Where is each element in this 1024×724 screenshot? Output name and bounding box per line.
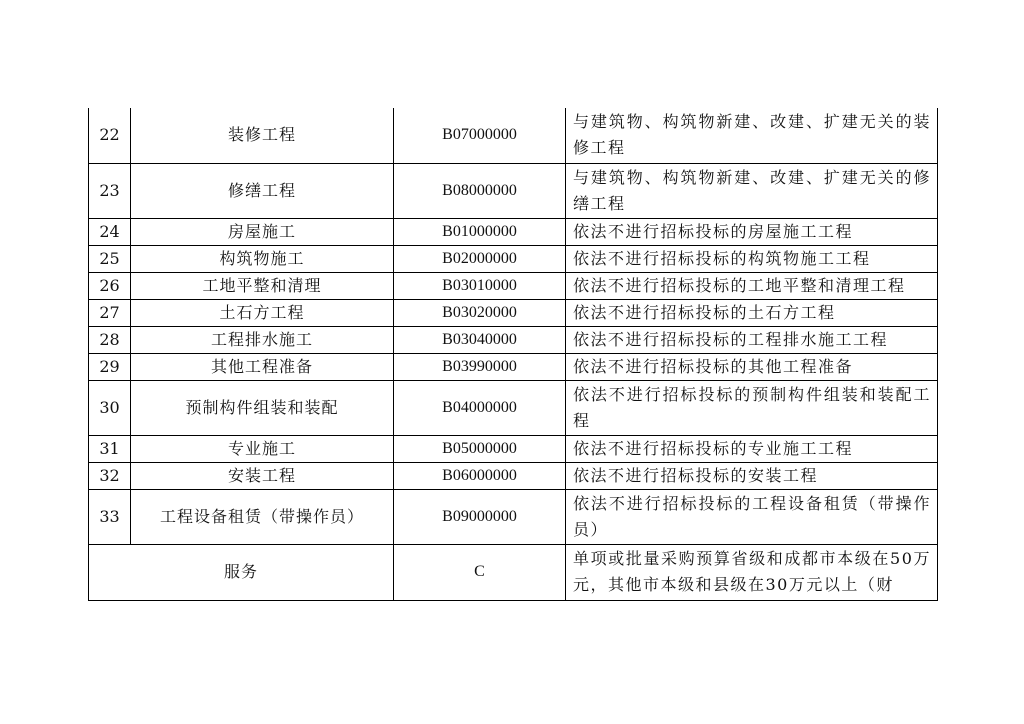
item-name: 其他工程准备 [131,353,394,380]
table-row [89,108,938,163]
table-row [89,353,938,380]
row-number: 30 [89,380,131,435]
table-row [89,245,938,272]
item-code: B03010000 [394,272,566,299]
row-number: 27 [89,299,131,326]
item-name: 预制构件组装和装配 [131,380,394,435]
item-description: 与建筑物、构筑物新建、改建、扩建无关的修缮工程 [566,163,938,218]
table-row [89,163,938,218]
category-row [89,544,938,600]
item-description: 与建筑物、构筑物新建、改建、扩建无关的装修工程 [566,108,938,163]
item-description: 依法不进行招标投标的其他工程准备 [566,353,938,380]
item-name: 专业施工 [131,435,394,462]
item-code: B09000000 [394,489,566,544]
table-row [89,218,938,245]
table-row [89,326,938,353]
item-name: 工程排水施工 [131,326,394,353]
item-name: 房屋施工 [131,218,394,245]
table-row [89,380,938,435]
table-row [89,435,938,462]
row-number: 25 [89,245,131,272]
item-description: 依法不进行招标投标的工程设备租赁（带操作员） [566,489,938,544]
item-description: 依法不进行招标投标的工程排水施工工程 [566,326,938,353]
item-code: B07000000 [394,108,566,163]
table-row [89,462,938,489]
row-number: 32 [89,462,131,489]
row-number: 22 [89,108,131,163]
category-name: 服务 [89,544,394,600]
item-code: B03990000 [394,353,566,380]
item-description: 依法不进行招标投标的房屋施工工程 [566,218,938,245]
row-number: 23 [89,163,131,218]
row-number: 24 [89,218,131,245]
item-code: B05000000 [394,435,566,462]
item-description: 依法不进行招标投标的构筑物施工工程 [566,245,938,272]
item-name: 构筑物施工 [131,245,394,272]
item-code: B08000000 [394,163,566,218]
item-code: B06000000 [394,462,566,489]
item-code: B01000000 [394,218,566,245]
item-name: 工地平整和清理 [131,272,394,299]
item-description: 依法不进行招标投标的预制构件组装和装配工程 [566,380,938,435]
item-code: B03020000 [394,299,566,326]
row-number: 26 [89,272,131,299]
item-code: B02000000 [394,245,566,272]
item-name: 修缮工程 [131,163,394,218]
row-number: 33 [89,489,131,544]
table-row [89,272,938,299]
table-row [89,299,938,326]
item-description: 依法不进行招标投标的专业施工工程 [566,435,938,462]
item-name: 土石方工程 [131,299,394,326]
item-code: B03040000 [394,326,566,353]
item-name: 装修工程 [131,108,394,163]
item-description: 依法不进行招标投标的工地平整和清理工程 [566,272,938,299]
item-code: B04000000 [394,380,566,435]
item-name: 安装工程 [131,462,394,489]
row-number: 29 [89,353,131,380]
item-name: 工程设备租赁（带操作员） [131,489,394,544]
row-number: 31 [89,435,131,462]
table-row [89,489,938,544]
item-description: 依法不进行招标投标的安装工程 [566,462,938,489]
category-description: 单项或批量采购预算省级和成都市本级在50万元，其他市本级和县级在30万元以上（财 [566,544,938,600]
item-description: 依法不进行招标投标的土石方工程 [566,299,938,326]
row-number: 28 [89,326,131,353]
category-code: C [394,544,566,600]
procurement-catalog-table [88,108,938,601]
